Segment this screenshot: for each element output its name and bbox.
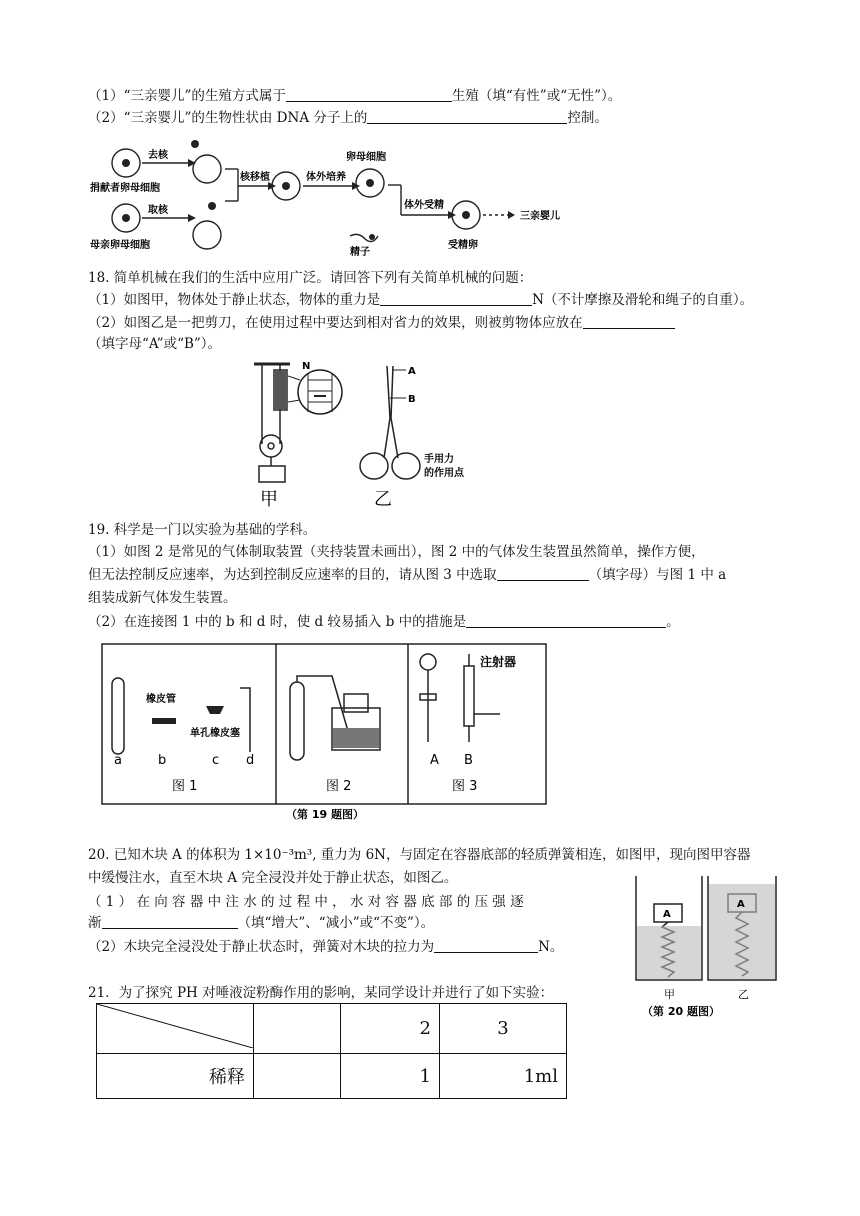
label-B: B [464, 753, 473, 768]
q20-part2: （2）木块完全浸没处于静止状态时，弹簧对木块的拉力为 N。 [88, 939, 564, 955]
table-cell: 2 [341, 1004, 440, 1054]
table-cell: 稀释 [97, 1054, 254, 1099]
answer-blank[interactable] [583, 314, 675, 329]
answer-blank[interactable] [102, 914, 238, 929]
pulley-scissors-figure [240, 358, 490, 510]
answer-blank[interactable] [286, 87, 452, 102]
table-row [97, 1054, 567, 1099]
q21-stem: 21．为了探究 PH 对唾液淀粉酶作用的影响，某同学设计并进行了如下实验： [88, 985, 554, 1001]
label-a: a [114, 753, 122, 768]
oocyte-label: 卵母细胞 [346, 152, 386, 163]
q18-part1: （1）如图甲，物体处于静止状态，物体的重力是 N（不计摩擦及滑轮和绳子的自重）。 [88, 292, 754, 308]
diagonal-line [97, 1004, 253, 1048]
q19-part1: （1）如图 2 是常见的气体制取装置（夹持装置未画出），图 2 中的气体发生装置虽然简单，操作方便， [88, 544, 705, 560]
experiment-table [96, 1003, 567, 1099]
zygote-label: 受精卵 [448, 240, 478, 251]
one-hole-stopper-label: 单孔橡皮塞 [190, 728, 240, 739]
block-a-label-jia: A [663, 909, 671, 920]
answer-blank[interactable] [367, 109, 567, 124]
q19-part1-cont: 但无法控制反应速率，为达到控制反应速率的目的，请从图 3 中选取 （填字母）与图 1 中 a [88, 567, 727, 583]
block-a-label-yi: A [737, 899, 745, 910]
fig-jia-label: 甲 [664, 988, 675, 1001]
spring-container-figure [632, 874, 782, 1020]
point-a-label: A [408, 366, 416, 377]
label-c: c [212, 753, 220, 768]
donor-egg-label: 捐献者卵母细胞 [90, 183, 160, 194]
nuclear-transfer-label: 核移植 [240, 172, 270, 183]
label-b: b [158, 753, 167, 768]
fig20-caption: （第 20 题图） [642, 1005, 720, 1018]
fig1-label: 图 1 [172, 779, 198, 794]
force-point-label-2: 的作用点 [424, 468, 464, 479]
label-A: A [430, 753, 439, 768]
table-cell: 1 [341, 1054, 440, 1099]
in-vitro-fertilization-label: 体外受精 [404, 200, 444, 211]
table-row [97, 1004, 567, 1054]
fig19-caption: （第 19 题图） [286, 808, 364, 821]
take-nucleus-label: 取核 [148, 205, 168, 216]
fig-yi-label: 乙 [738, 988, 749, 1001]
fig-jia-label: 甲 [260, 489, 278, 510]
q20-part1-cont: 渐 （填“增大”、“减小”或“不变”）。 [88, 915, 435, 931]
table-cell: 3 [440, 1004, 567, 1054]
three-parent-baby-diagram [88, 136, 588, 260]
q18-stem: 18. 简单机械在我们的生活中应用广泛。请回答下列有关简单机械的问题： [88, 270, 533, 286]
q18-part2: （2）如图乙是一把剪刀，在使用过程中要达到相对省力的效果，则被剪物体应放在 [88, 313, 675, 333]
q20-part1: （ 1 ） 在 向 容 器 中 注 水 的 过 程 中 ， 水 对 容 器 底 部 的 压 强 逐 [88, 894, 524, 910]
answer-blank[interactable] [434, 938, 538, 953]
unit-label: N [302, 361, 311, 372]
q17-part2: （2）“三亲婴儿”的生物性状由 DNA 分子上的 控制。 [88, 110, 608, 126]
sperm-label: 精子 [350, 247, 370, 258]
table-cell [254, 1004, 341, 1054]
answer-blank[interactable] [497, 566, 589, 581]
diagonal-header-cell [97, 1004, 254, 1054]
force-point-label-1: 手用力 [424, 454, 454, 465]
point-b-label: B [408, 394, 416, 405]
rubber-tube-label: 橡皮管 [146, 694, 176, 705]
fig3-label: 图 3 [452, 779, 478, 794]
answer-blank[interactable] [466, 613, 666, 628]
q20-stem-2: 中缓慢注水，直至木块 A 完全浸没并处于静止状态，如图乙。 [88, 870, 458, 886]
three-parent-baby-label: 三亲婴儿 [520, 211, 560, 222]
fig2-label: 图 2 [326, 779, 352, 794]
q17-part1: （1）“三亲婴儿”的生殖方式属于 生殖（填“有性”或“无性”）。 [88, 88, 622, 104]
q20-stem-1: 20. 已知木块 A 的体积为 1×10⁻³m³, 重力为 6N，与固定在容器底部的轻质弹簧相连，如图甲，现向图甲容器 [88, 847, 751, 863]
fig-yi-label: 乙 [374, 489, 392, 510]
q18-part2-cont: （填字母“A”或“B”）。 [88, 336, 222, 352]
in-vitro-culture-label: 体外培养 [306, 172, 346, 183]
q19-part2: （2）在连接图 1 中的 b 和 d 时，使 d 较易插入 b 中的措施是 。 [88, 614, 680, 630]
q19-stem: 19. 科学是一门以实验为基础的学科。 [88, 522, 317, 538]
remove-nucleus-label: 去核 [148, 150, 168, 161]
syringe-label: 注射器 [480, 655, 517, 669]
answer-blank[interactable] [380, 291, 532, 306]
gas-apparatus-figure [100, 642, 552, 824]
table-cell: 1ml [440, 1054, 567, 1099]
mother-egg-label: 母亲卵母细胞 [90, 240, 150, 251]
table-cell [254, 1054, 341, 1099]
q19-part1-end: 组装成新气体发生装置。 [88, 590, 237, 606]
label-d: d [246, 753, 255, 768]
